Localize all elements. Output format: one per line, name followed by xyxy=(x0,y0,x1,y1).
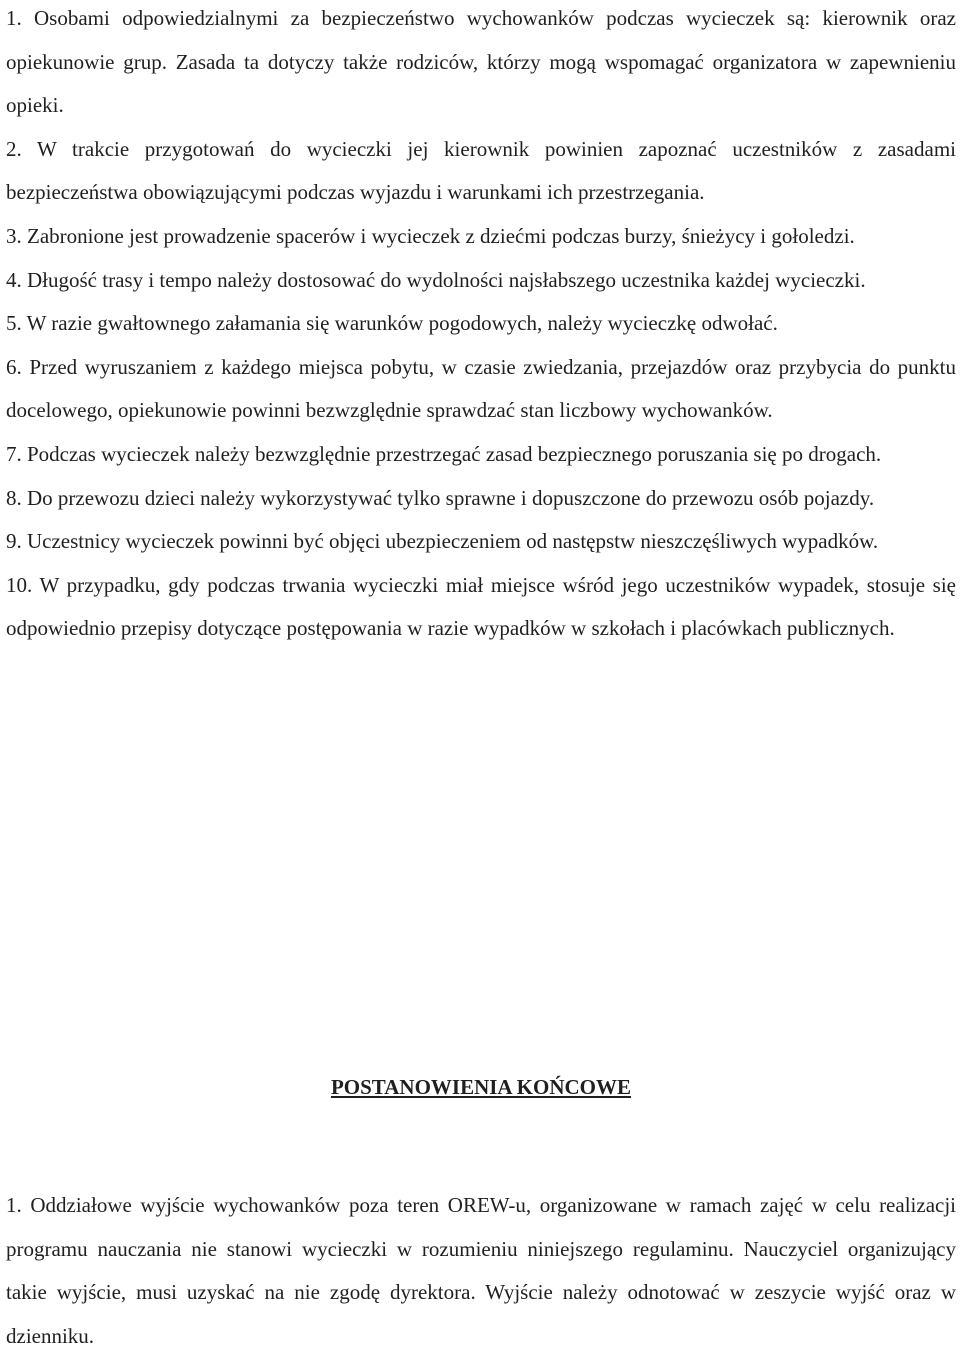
rule-6: 6. Przed wyruszaniem z każdego miejsca pobytu, w czasie zwiedzania, przejazdów oraz przybycia do punktu docelowego, opiekunowie powinni bezwzględnie sprawdzać stan liczbowy wychowanków. xyxy=(6,354,956,423)
rule-4: 4. Długość trasy i tempo należy dostosować do wydolności najsłabszego uczestnika każdej wycieczki. xyxy=(6,267,866,292)
rule-1: 1. Osobami odpowiedzialnymi za bezpieczeństwo wychowanków podczas wycieczek są: kierownik oraz opiekunowie grup. Zasada ta dotyczy także rodziców, którzy mogą wspomagać organizatora w zapewnieniu opieki. xyxy=(6,6,956,118)
safety-rules-list xyxy=(6,0,956,651)
final-provisions-list xyxy=(6,1184,956,1358)
section-heading: POSTANOWIENIA KOŃCOWE xyxy=(330,1075,632,1099)
rule-8: 8. Do przewozu dzieci należy wykorzystywać tylko sprawne i dopuszczone do przewozu osób pojazdy. xyxy=(6,485,875,510)
final-provision-1: 1. Oddziałowe wyjście wychowanków poza teren OREW-u, organizowane w ramach zajęć w celu realizacji programu nauczania nie stanowi wycieczki w rozumieniu niniejszego regulaminu. Nauczyciel organizujący takie wyjście, musi uzyskać na nie zgodę dyrektora. Wyjście należy odnotować w zeszycie wyjść oraz w dzienniku. xyxy=(6,1193,956,1348)
rule-10: 10. W przypadku, gdy podczas trwania wycieczki miał miejsce wśród jego uczestników wypadek, stosuje się odpowiednio przepisy dotyczące postępowania w razie wypadków w szkołach i placówkach publicznych. xyxy=(6,572,956,641)
rule-7: 7. Podczas wycieczek należy bezwzględnie przestrzegać zasad bezpiecznego poruszania się po drogach. xyxy=(6,441,882,466)
rule-5: 5. W razie gwałtownego załamania się warunków pogodowych, należy wycieczkę odwołać. xyxy=(6,311,778,336)
rule-2: 2. W trakcie przygotowań do wycieczki jej kierownik powinien zapoznać uczestników z zasadami bezpieczeństwa obowiązującymi podczas wyjazdu i warunkami ich przestrzegania. xyxy=(6,136,956,205)
rule-9: 9. Uczestnicy wycieczek powinni być objęci ubezpieczeniem od następstw nieszczęśliwych wypadków. xyxy=(6,529,879,554)
rule-3: 3. Zabronione jest prowadzenie spacerów i wycieczek z dziećmi podczas burzy, śnieżycy i gołoledzi. xyxy=(6,223,855,248)
